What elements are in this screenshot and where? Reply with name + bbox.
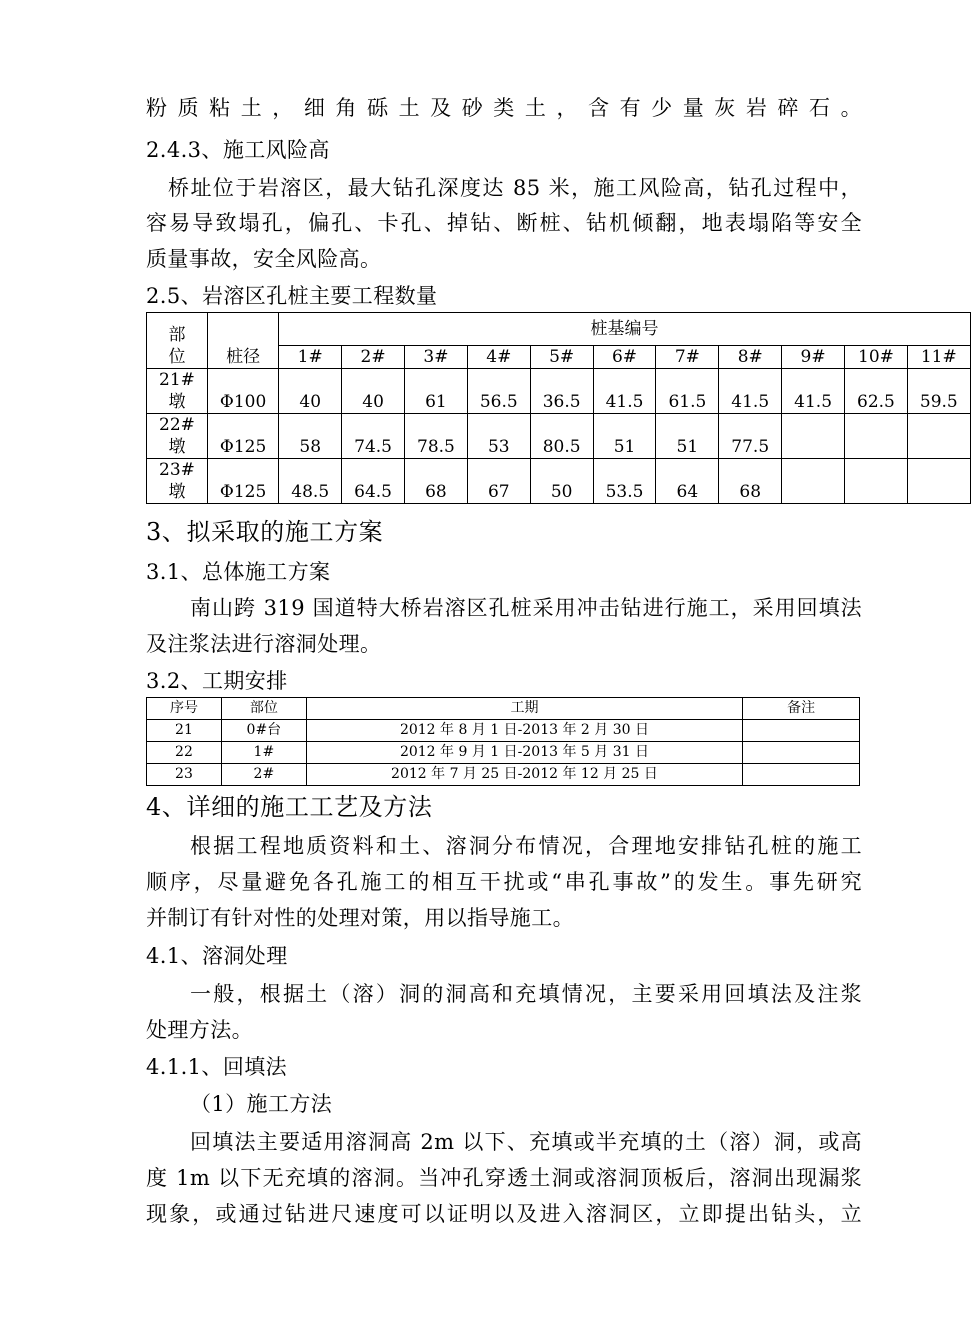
pile-value	[907, 414, 970, 459]
pile-value: 48.5	[279, 459, 342, 504]
pile-value: 36.5	[530, 369, 593, 414]
section-heading-3-2: 3.2、工期安排	[146, 669, 288, 693]
row-part: 21#墩	[147, 369, 208, 414]
pile-value: 51	[656, 414, 719, 459]
pile-value: 53.5	[593, 459, 656, 504]
row-part: 23#墩	[147, 459, 208, 504]
pile-value: 68	[719, 459, 782, 504]
section-heading-4: 4、详细的施工工艺及方法	[146, 793, 433, 821]
table-header-row	[147, 698, 860, 720]
body-text-line: 桥址位于岩溶区，最大钻孔深度达 85 米，施工风险高，钻孔过程中，	[168, 176, 862, 200]
table-cell: 2012 年 9 月 1 日-2013 年 5 月 31 日	[306, 742, 742, 764]
pile-value: 41.5	[719, 369, 782, 414]
body-text-line: 度 1m 以下无充填的溶洞。当冲孔穿透土洞或溶洞顶板后，溶洞出现漏浆	[146, 1166, 862, 1190]
pile-number: 11#	[907, 346, 970, 369]
pile-value	[782, 459, 845, 504]
body-text-line: 并制订有针对性的处理对策，用以指导施工。	[146, 906, 574, 930]
body-text-line: 容易导致塌孔，偏孔、卡孔、掉钻、断桩、钻机倾翻，地表塌陷等安全	[146, 211, 862, 235]
body-text-line: 回填法主要适用溶洞高 2m 以下、充填或半充填的土（溶）洞，或高	[190, 1130, 862, 1154]
body-text-line: 处理方法。	[146, 1018, 253, 1042]
pile-value: 40	[342, 369, 405, 414]
body-text-line: 粉质粘土，细角砾土及砂类土，含有少量灰岩碎石。	[146, 96, 862, 120]
pile-value: 56.5	[467, 369, 530, 414]
pile-value: 41.5	[782, 369, 845, 414]
pile-value: 61	[405, 369, 468, 414]
section-heading-2-4-3: 2.4.3、施工风险高	[146, 138, 330, 162]
pile-number: 6#	[593, 346, 656, 369]
body-text-line: 现象，或通过钻进尺速度可以证明以及进入溶洞区，立即提出钻头，立	[146, 1202, 862, 1226]
body-text-line: 顺序，尽量避免各孔施工的相互干扰或“串孔事故”的发生。事先研究	[146, 870, 862, 894]
pile-value: 67	[467, 459, 530, 504]
sub-heading-method: （1）施工方法	[190, 1092, 333, 1116]
row-diameter: Φ100	[207, 369, 278, 414]
pile-number: 9#	[782, 346, 845, 369]
header-cell: 备注	[743, 698, 860, 720]
row-diameter: Φ125	[207, 414, 278, 459]
body-text-line: 及注浆法进行溶洞处理。	[146, 632, 382, 656]
row-part: 22#墩	[147, 414, 208, 459]
table-cell: 22	[147, 742, 222, 764]
pile-value	[907, 459, 970, 504]
pile-value	[845, 414, 908, 459]
table-cell	[743, 742, 860, 764]
pile-value: 41.5	[593, 369, 656, 414]
table-cell: 23	[147, 764, 222, 786]
table-row	[147, 369, 971, 414]
body-text-line: 根据工程地质资料和土、溶洞分布情况，合理地安排钻孔桩的施工	[190, 834, 862, 858]
pile-number: 5#	[530, 346, 593, 369]
pile-number: 8#	[719, 346, 782, 369]
table-cell: 0#台	[221, 720, 306, 742]
pile-value: 50	[530, 459, 593, 504]
table-cell: 2012 年 8 月 1 日-2013 年 2 月 30 日	[306, 720, 742, 742]
pile-value: 53	[467, 414, 530, 459]
pile-number: 10#	[845, 346, 908, 369]
pile-value: 58	[279, 414, 342, 459]
table-row	[147, 764, 860, 786]
header-cell: 部位	[221, 698, 306, 720]
pile-value: 51	[593, 414, 656, 459]
body-text-line: 南山跨 319 国道特大桥岩溶区孔桩采用冲击钻进行施工，采用回填法	[190, 596, 862, 620]
col-diameter-header: 桩径	[207, 313, 278, 369]
pile-number: 2#	[342, 346, 405, 369]
body-text-line: 一般，根据土（溶）洞的洞高和充填情况，主要采用回填法及注浆	[190, 982, 862, 1006]
header-cell: 工期	[306, 698, 742, 720]
section-heading-2-5: 2.5、岩溶区孔桩主要工程数量	[146, 284, 438, 308]
row-diameter: Φ125	[207, 459, 278, 504]
pile-value: 40	[279, 369, 342, 414]
pile-number-group-header: 桩基编号	[279, 313, 970, 346]
pile-number: 1#	[279, 346, 342, 369]
table-row	[147, 414, 971, 459]
table-row	[147, 459, 971, 504]
pile-value: 62.5	[845, 369, 908, 414]
header-cell: 序号	[147, 698, 222, 720]
table-cell	[743, 720, 860, 742]
body-text-line: 质量事故，安全风险高。	[146, 247, 382, 271]
table-cell: 21	[147, 720, 222, 742]
section-heading-3: 3、拟采取的施工方案	[146, 518, 384, 546]
section-heading-4-1-1: 4.1.1、回填法	[146, 1055, 288, 1079]
table-cell	[743, 764, 860, 786]
table-cell: 1#	[221, 742, 306, 764]
pile-value: 64	[656, 459, 719, 504]
table-cell: 2012 年 7 月 25 日-2012 年 12 月 25 日	[306, 764, 742, 786]
pile-value: 68	[405, 459, 468, 504]
schedule-table	[146, 697, 860, 786]
col-part-header: 部位	[147, 313, 208, 369]
pile-number: 3#	[405, 346, 468, 369]
pile-value: 61.5	[656, 369, 719, 414]
table-row	[147, 742, 860, 764]
pile-value: 80.5	[530, 414, 593, 459]
pile-quantity-table	[146, 312, 971, 504]
pile-number: 4#	[467, 346, 530, 369]
pile-value: 74.5	[342, 414, 405, 459]
pile-value: 78.5	[405, 414, 468, 459]
section-heading-4-1: 4.1、溶洞处理	[146, 944, 288, 968]
table-cell: 2#	[221, 764, 306, 786]
pile-value: 59.5	[907, 369, 970, 414]
pile-number: 7#	[656, 346, 719, 369]
table-row	[147, 720, 860, 742]
pile-value	[782, 414, 845, 459]
section-heading-3-1: 3.1、总体施工方案	[146, 560, 331, 584]
pile-value: 64.5	[342, 459, 405, 504]
pile-value	[845, 459, 908, 504]
pile-value: 77.5	[719, 414, 782, 459]
